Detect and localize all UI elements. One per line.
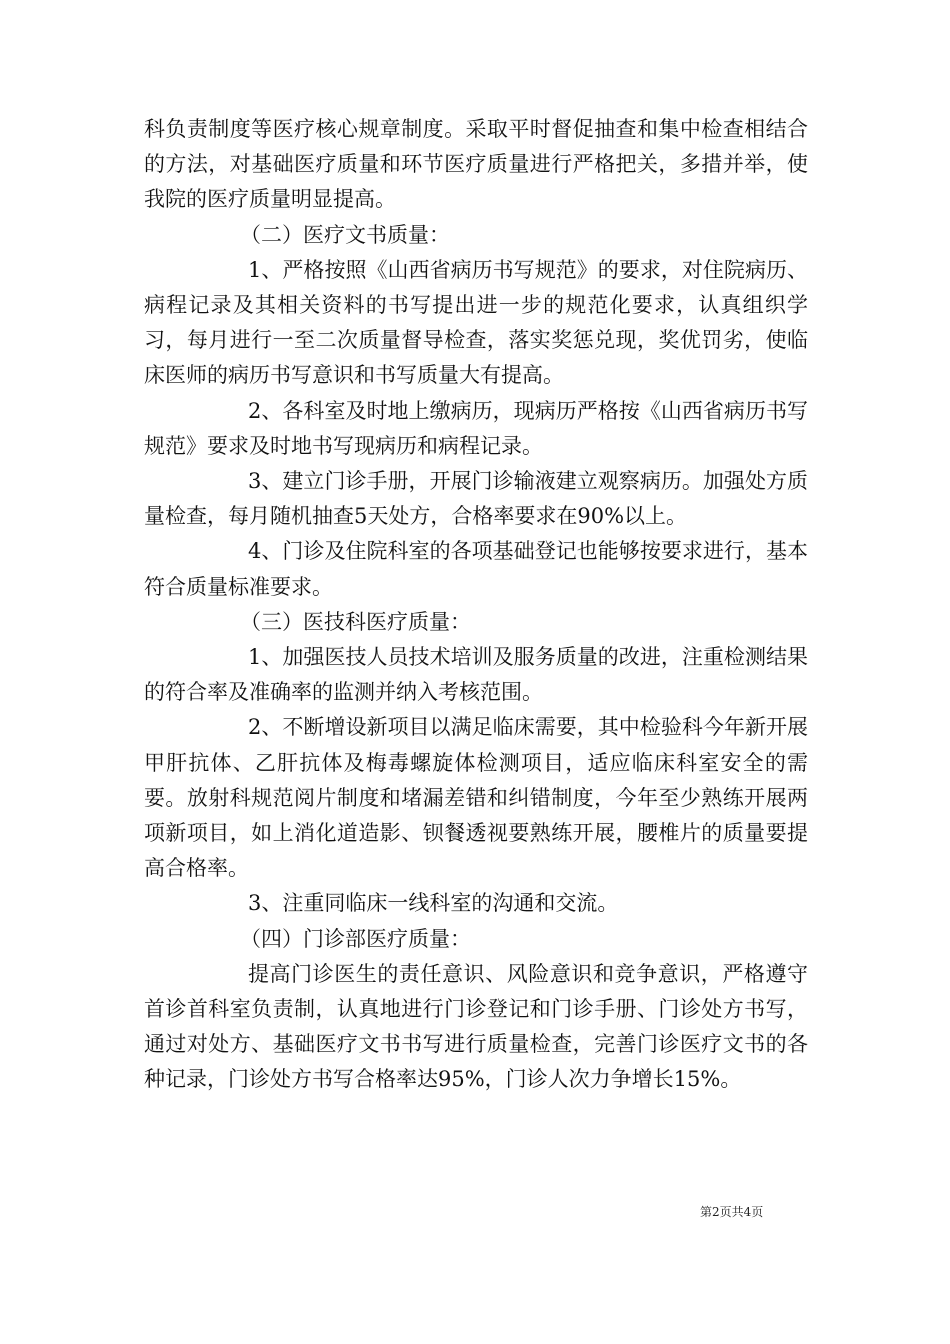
paragraph: 提高门诊医生的责任意识、风险意识和竞争意识，严格遵守首诊首科室负责制，认真地进行门诊登记和门诊手册、门诊处方书写，通过对处方、基础医疗文书书写进行质量检查，完善门诊医疗文书的各种记录，门诊处方书写合格率达95%，门诊人次力争增长15%。 — [144, 961, 808, 1092]
paragraph: 3、注重同临床一线科室的沟通和交流。 — [248, 891, 619, 916]
page-number: 第2页共4页 — [700, 1205, 764, 1219]
paragraph: 1、加强医技人员技术培训及服务质量的改进，注重检测结果的符合率及准确率的监测并纳入考核范围。 — [144, 645, 808, 705]
section-heading: （二）医疗文书质量： — [240, 222, 450, 247]
document-body — [144, 112, 808, 1098]
paragraph: 2、不断增设新项目以满足临床需要，其中检验科今年新开展甲肝抗体、乙肝抗体及梅毒螺旋体检测项目，适应临床科室安全的需要。放射科规范阅片制度和堵漏差错和纠错制度，今年至少熟练开展两项新项目，如上消化道造影、钡餐透视要熟练开展，腰椎片的质量要提高合格率。 — [144, 715, 808, 881]
paragraph: 2、各科室及时地上缴病历，现病历严格按《山西省病历书写规范》要求及时地书写现病历和病程记录。 — [144, 398, 808, 458]
paragraph: 3、建立门诊手册，开展门诊输液建立观察病历。加强处方质量检查，每月随机抽查5天处方，合格率要求在90%以上。 — [144, 469, 808, 529]
paragraph: 4、门诊及住院科室的各项基础登记也能够按要求进行，基本符合质量标准要求。 — [144, 539, 808, 599]
paragraph: 1、严格按照《山西省病历书写规范》的要求，对住院病历、病程记录及其相关资料的书写提出进一步的规范化要求，认真组织学习，每月进行一至二次质量督导检查，落实奖惩兑现，奖优罚劣，使临床医师的病历书写意识和书写质量大有提高。 — [144, 257, 808, 388]
paragraph: 科负责制度等医疗核心规章制度。采取平时督促抽查和集中检查相结合的方法，对基础医疗质量和环节医疗质量进行严格把关，多措并举，使我院的医疗质量明显提高。 — [144, 117, 808, 212]
section-heading: （三）医技科医疗质量： — [240, 609, 471, 634]
section-heading: （四）门诊部医疗质量： — [240, 926, 471, 951]
